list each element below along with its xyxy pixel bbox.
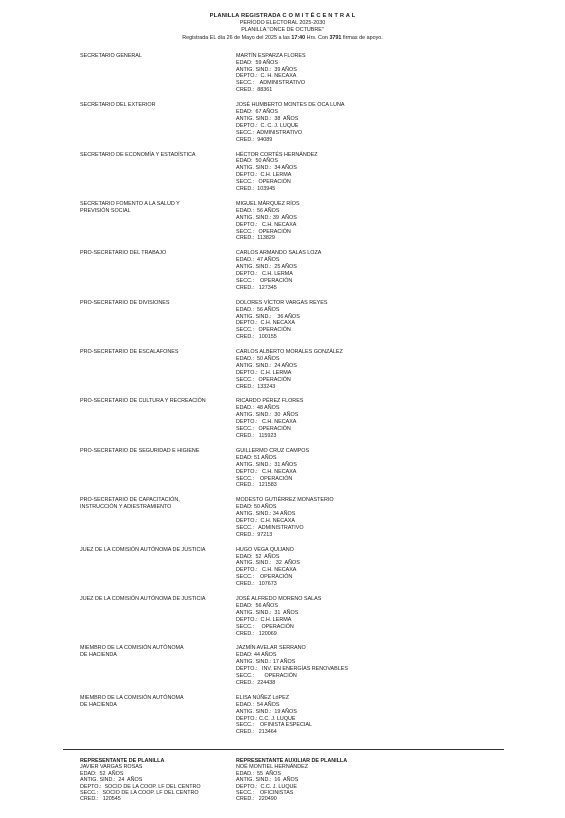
position-row [0, 547, 565, 596]
representative-age: EDAD.: 55 AÑOS [236, 770, 281, 777]
candidate-details [236, 300, 446, 341]
candidate-age: EDAD.: 54 AÑOS [236, 701, 280, 708]
position-row [0, 349, 565, 398]
candidate-department: DEPTO.: C.H. NECAXA [236, 221, 297, 228]
candidate-section: SECC.: OPERACIÓN [236, 426, 291, 433]
section-divider [63, 749, 504, 750]
position-title-line: MIEMBRO DE LA COMISIÓN AUTÓNOMA [80, 645, 184, 652]
candidate-details [236, 53, 446, 94]
document-title: PLANILLA REGISTRADA C O M I T É C E N T R A L [209, 13, 356, 19]
position-title-line: JUEZ DE LA COMISIÓN AUTÓNOMA DE JUSTICIA [80, 596, 206, 603]
candidate-age: EDAD: 56 AÑOS [236, 602, 278, 609]
position-title [80, 695, 230, 709]
candidate-age: EDAD: 50 AÑOS [236, 158, 278, 165]
position-title-line: JUEZ DE LA COMISIÓN AUTÓNOMA DE JUSTICIA [80, 546, 206, 553]
position-row [0, 497, 565, 546]
position-row [0, 102, 565, 151]
planilla-representative [80, 758, 201, 803]
candidate-credential: CRED.: 120069 [236, 630, 277, 637]
position-row [0, 448, 565, 497]
candidate-seniority: ANTIG. SIND.: 30 AÑOS [236, 412, 299, 419]
position-row [0, 250, 565, 299]
candidate-details [236, 349, 446, 390]
candidate-age: EDAD.: 48 AÑOS [236, 405, 280, 412]
candidate-section: SECC.: OPERACIÓN [236, 475, 293, 482]
candidate-credential: CRED.: 133243 [236, 383, 276, 390]
candidate-section: SECC.: OFINISTA ESPECIAL [236, 722, 312, 729]
candidate-details [236, 497, 446, 538]
candidate-name: JAZMÍN AVELAR SERRANO [236, 645, 306, 652]
candidate-section: SECC.: ADMINISTRATIVO [236, 129, 303, 136]
candidate-details [236, 596, 446, 637]
position-title-line: PRO-SECRETARIO DE CULTURA Y RECREACIÓN [80, 398, 206, 405]
candidate-credential: CRED.: 121583 [236, 482, 277, 489]
candidate-credential: CRED.: 97213 [236, 531, 273, 538]
position-title-line: SECRETARIO DE ECONOMÍA Y ESTADÍSTICA [80, 151, 196, 158]
candidate-details [236, 250, 446, 291]
candidate-credential: CRED.: 115923 [236, 433, 277, 440]
candidate-name: CARLOS ALBERTO MORALES GONZÁLEZ [236, 349, 343, 356]
position-title [80, 547, 230, 554]
position-title-line: PREVISIÓN SOCIAL [80, 207, 131, 214]
candidate-department: DEPTO.: C.H. LERMA [236, 616, 292, 623]
representative-section: SECC.: SOCIO DE LA COOP. LF DEL CENTRO [80, 789, 199, 796]
position-row [0, 645, 565, 694]
representative-title: REPRESENTANTE DE PLANILLA [80, 758, 165, 764]
position-title [80, 596, 230, 603]
candidate-seniority: ANTIG. SIND.: 39 AÑOS [236, 66, 297, 73]
candidate-department: DEPTO.: C.H. LERMA [236, 172, 292, 179]
candidate-department: DEPTO.: INV. EN ENERGÍAS RENOVABLES [236, 666, 348, 673]
candidate-section: SECC.: ADMINISTRATIVO [236, 524, 304, 531]
representative-age: EDAD: 52 AÑOS [80, 770, 124, 777]
position-title-line: PRO-SECRETARIO DE SEGURIDAD E HIGIENE [80, 447, 200, 454]
candidate-details [236, 645, 446, 686]
position-row [0, 201, 565, 250]
candidate-section: SECC.: OPERACIÓN [236, 277, 293, 284]
position-title [80, 201, 230, 215]
candidate-name: CARLOS ARMANDO SALAS LOZA [236, 250, 322, 257]
position-title-line: SECRETARIO DEL EXTERIOR [80, 102, 156, 109]
candidate-age: EDAD.: 56 AÑOS [236, 207, 280, 214]
position-title-line: INSTRUCCIÓN Y ADIESTRAMIENTO [80, 504, 172, 511]
position-title [80, 497, 230, 511]
candidate-credential: CRED.: 113829 [236, 235, 275, 242]
position-title-line: SECRETARIO FOMENTO A LA SALUD Y [80, 200, 180, 207]
candidate-seniority: ANTIG. SIND.: 31 AÑOS [236, 609, 299, 616]
candidate-seniority: ANTIG. SIND.: 34 AÑOS [236, 511, 296, 518]
candidate-name: MARTÍN ESPARZA FLORES [236, 52, 306, 59]
candidate-section: SECC.: OPERACIÓN [236, 376, 291, 383]
candidate-name: HUGO VEGA QUIJANO [236, 546, 294, 553]
candidate-seniority: ANTIG. SIND.: 38 AÑOS [236, 115, 299, 122]
representative-title: REPRESENTANTE AUXILIAR DE PLANILLA [236, 758, 348, 764]
candidate-section: SECC.: OPERACIÓN [236, 574, 293, 581]
candidate-age: EDAD: 44 AÑOS [236, 652, 277, 659]
position-title-line: DE HACIENDA [80, 652, 117, 659]
position-title-line: DE HACIENDA [80, 701, 117, 708]
registration-suffix: firmas de apoyo. [341, 34, 383, 41]
candidate-age: EDAD: 67 AÑOS [236, 109, 278, 116]
representative-credential: CRED.: 220490 [236, 796, 277, 803]
position-title [80, 152, 230, 159]
candidate-name: ELISA NÚÑEZ LóPEZ [236, 694, 290, 701]
position-row [0, 398, 565, 447]
candidate-name: MODESTO GUTIÉRREZ MONASTERIO [236, 497, 334, 504]
registration-time: 17:40 [291, 34, 306, 41]
candidate-name: GUILLERMO CRUZ CAMPOS [236, 447, 310, 454]
candidate-department: DEPTO.: C.H. LERMA [236, 271, 293, 278]
position-title-line: PRO-SECRETARIO DEL TRABAJO [80, 250, 167, 257]
position-title-line: SECRETARIO GENERAL [80, 52, 142, 59]
candidate-department: DEPTO.: C.H. NECAXA [236, 419, 297, 426]
candidate-section: SECC.: OPERACIÓN [236, 327, 291, 334]
document-header [0, 0, 565, 42]
candidate-credential: CRED.: 103945 [236, 186, 276, 193]
position-row [0, 300, 565, 349]
candidate-credential: CRED.: 107673 [236, 581, 277, 588]
candidate-section: SECC.: OPERACIÓN [236, 623, 294, 630]
representative-department: DEPTO.: C.C. J. LUQUE [236, 783, 298, 790]
candidate-department: DEPTO.: C.H. NECAXA [236, 517, 295, 524]
representative-credential: CRED.: 120545 [80, 796, 121, 803]
candidate-name: JOSÉ HUMBERTO MONTES DE OCA LUNA [236, 102, 345, 109]
candidate-details [236, 547, 446, 588]
candidate-name: RICARDO PÉREZ FLORES [236, 398, 304, 405]
signature-count: 3791 [329, 34, 342, 41]
candidate-department: DEPTO.: C.H. NECAXA [236, 468, 297, 475]
candidate-age: EDAD.: 56 AÑOS [236, 306, 280, 313]
position-row [0, 596, 565, 645]
candidate-name: MIGUEL MÁRQUEZ RÍOS [236, 200, 300, 207]
representative-name: JAVIER VARGAS ROSAS [80, 764, 143, 771]
candidate-department: DEPTO.: C. H. NECAXA [236, 73, 297, 80]
auxiliary-representative [236, 758, 347, 803]
candidate-seniority: ANTIG. SIND.: 32 AÑOS [236, 560, 300, 567]
position-title [80, 300, 230, 307]
representative-seniority: ANTIG. SIND.: 24 AÑOS [80, 777, 143, 784]
representative-seniority: ANTIG. SIND.: 16 AÑOS [236, 777, 299, 784]
candidate-name: HÉCTOR CORTÉS HERNÁNDEZ [236, 151, 318, 158]
candidate-name: DOLORES VÍCTOR VARGAS REYES [236, 299, 328, 306]
representative-section: SECC.: OFICINISTAS [236, 789, 294, 796]
positions-list [0, 53, 565, 744]
candidate-credential: CRED.: 213464 [236, 729, 277, 736]
candidate-age: EDAD: 52 AÑOS [236, 553, 280, 560]
position-title-line: PRO-SECRETARIO DE DIVISIONES [80, 299, 170, 306]
candidate-section: SECC.: OPERACIÓN [236, 673, 297, 680]
registration-mid: Hrs. Con [305, 34, 330, 41]
representative-department: DEPTO.: SOCIO DE LA COOP. LF DEL CENTRO [80, 783, 201, 790]
position-title-line: PRO-SECRETARIO DE CAPACITACIÓN, [80, 497, 180, 504]
candidate-seniority: ANTIG. SIND.: 24 AÑOS [236, 362, 297, 369]
candidate-age: EDAD: 51 AÑOS [236, 454, 277, 461]
candidate-section: SECC.: ADMINISTRATIVO [236, 80, 306, 87]
candidate-details [236, 102, 446, 143]
candidate-credential: CRED.: 94089 [236, 136, 273, 143]
candidate-age: EDAD.: 47 AÑOS [236, 257, 280, 264]
candidate-section: SECC.: OPERACIÓN [236, 228, 291, 235]
position-row [0, 53, 565, 102]
position-title [80, 53, 230, 60]
electoral-period: PERÍODO ELECTORAL 2025-2030 [239, 20, 326, 27]
candidate-department: DEPTO.: C.H. NECAXA [236, 567, 297, 574]
candidate-department: DEPTO.: C.H. NECAXA [236, 320, 295, 327]
candidate-age: EDAD: 50 AÑOS [236, 504, 277, 511]
candidate-credential: CRED.: 127345 [236, 284, 277, 291]
planilla-name: PLANILLA "ONCE DE OCTUBRE" [241, 27, 324, 34]
position-title [80, 448, 230, 455]
candidate-section: SECC.: OPERACIÓN [236, 179, 291, 186]
candidate-name: JOSÉ ALFREDO MORENO SALAS [236, 596, 322, 603]
position-row [0, 695, 565, 744]
candidate-seniority: ANTIG. SIND.: 34 AÑOS [236, 165, 297, 172]
candidate-credential: CRED.: 100155 [236, 334, 277, 341]
position-title [80, 250, 230, 257]
candidate-seniority: ANTIG. SIND.: 19 AÑOS [236, 708, 297, 715]
position-title-line: MIEMBRO DE LA COMISIÓN AUTÓNOMA [80, 694, 184, 701]
representative-name: NOÉ MONTIEL HERNÁNDEZ [236, 764, 308, 771]
candidate-credential: CRED.: 88361 [236, 87, 273, 94]
candidate-department: DEPTO.: C.C. J. LUQUE [236, 715, 296, 722]
candidate-details [236, 152, 446, 193]
candidate-seniority: ANTIG. SIND.: 17 AÑOS [236, 659, 296, 666]
position-title [80, 398, 230, 405]
candidate-seniority: ANTIG. SIND.: 25 AÑOS [236, 264, 297, 271]
candidate-department: DEPTO.: C.H. LERMA [236, 369, 292, 376]
candidate-seniority: ANTIG. SIND.: 36 AÑOS [236, 313, 300, 320]
candidate-details [236, 695, 446, 736]
registration-prefix: Registrada EL día 26 de Mayo del 2025 a las [182, 34, 292, 41]
candidate-age: EDAD: 59 AÑOS [236, 59, 278, 66]
candidate-details [236, 398, 446, 439]
candidate-seniority: ANTIG. SIND.: 39 AÑOS [236, 214, 297, 221]
position-title [80, 349, 230, 356]
candidate-details [236, 201, 446, 242]
candidate-seniority: ANTIG. SIND.: 31 AÑOS [236, 461, 297, 468]
candidate-department: DEPTO.: C. C. J. LUQUE [236, 122, 299, 129]
candidate-details [236, 448, 446, 489]
position-title [80, 102, 230, 109]
position-title [80, 645, 230, 659]
candidate-credential: CRED.: 224438 [236, 679, 276, 686]
position-row [0, 152, 565, 201]
position-title-line: PRO-SECRETARIO DE ESCALAFONES [80, 349, 179, 356]
registration-line [0, 35, 565, 42]
candidate-age: EDAD.: 50 AÑOS [236, 356, 280, 362]
